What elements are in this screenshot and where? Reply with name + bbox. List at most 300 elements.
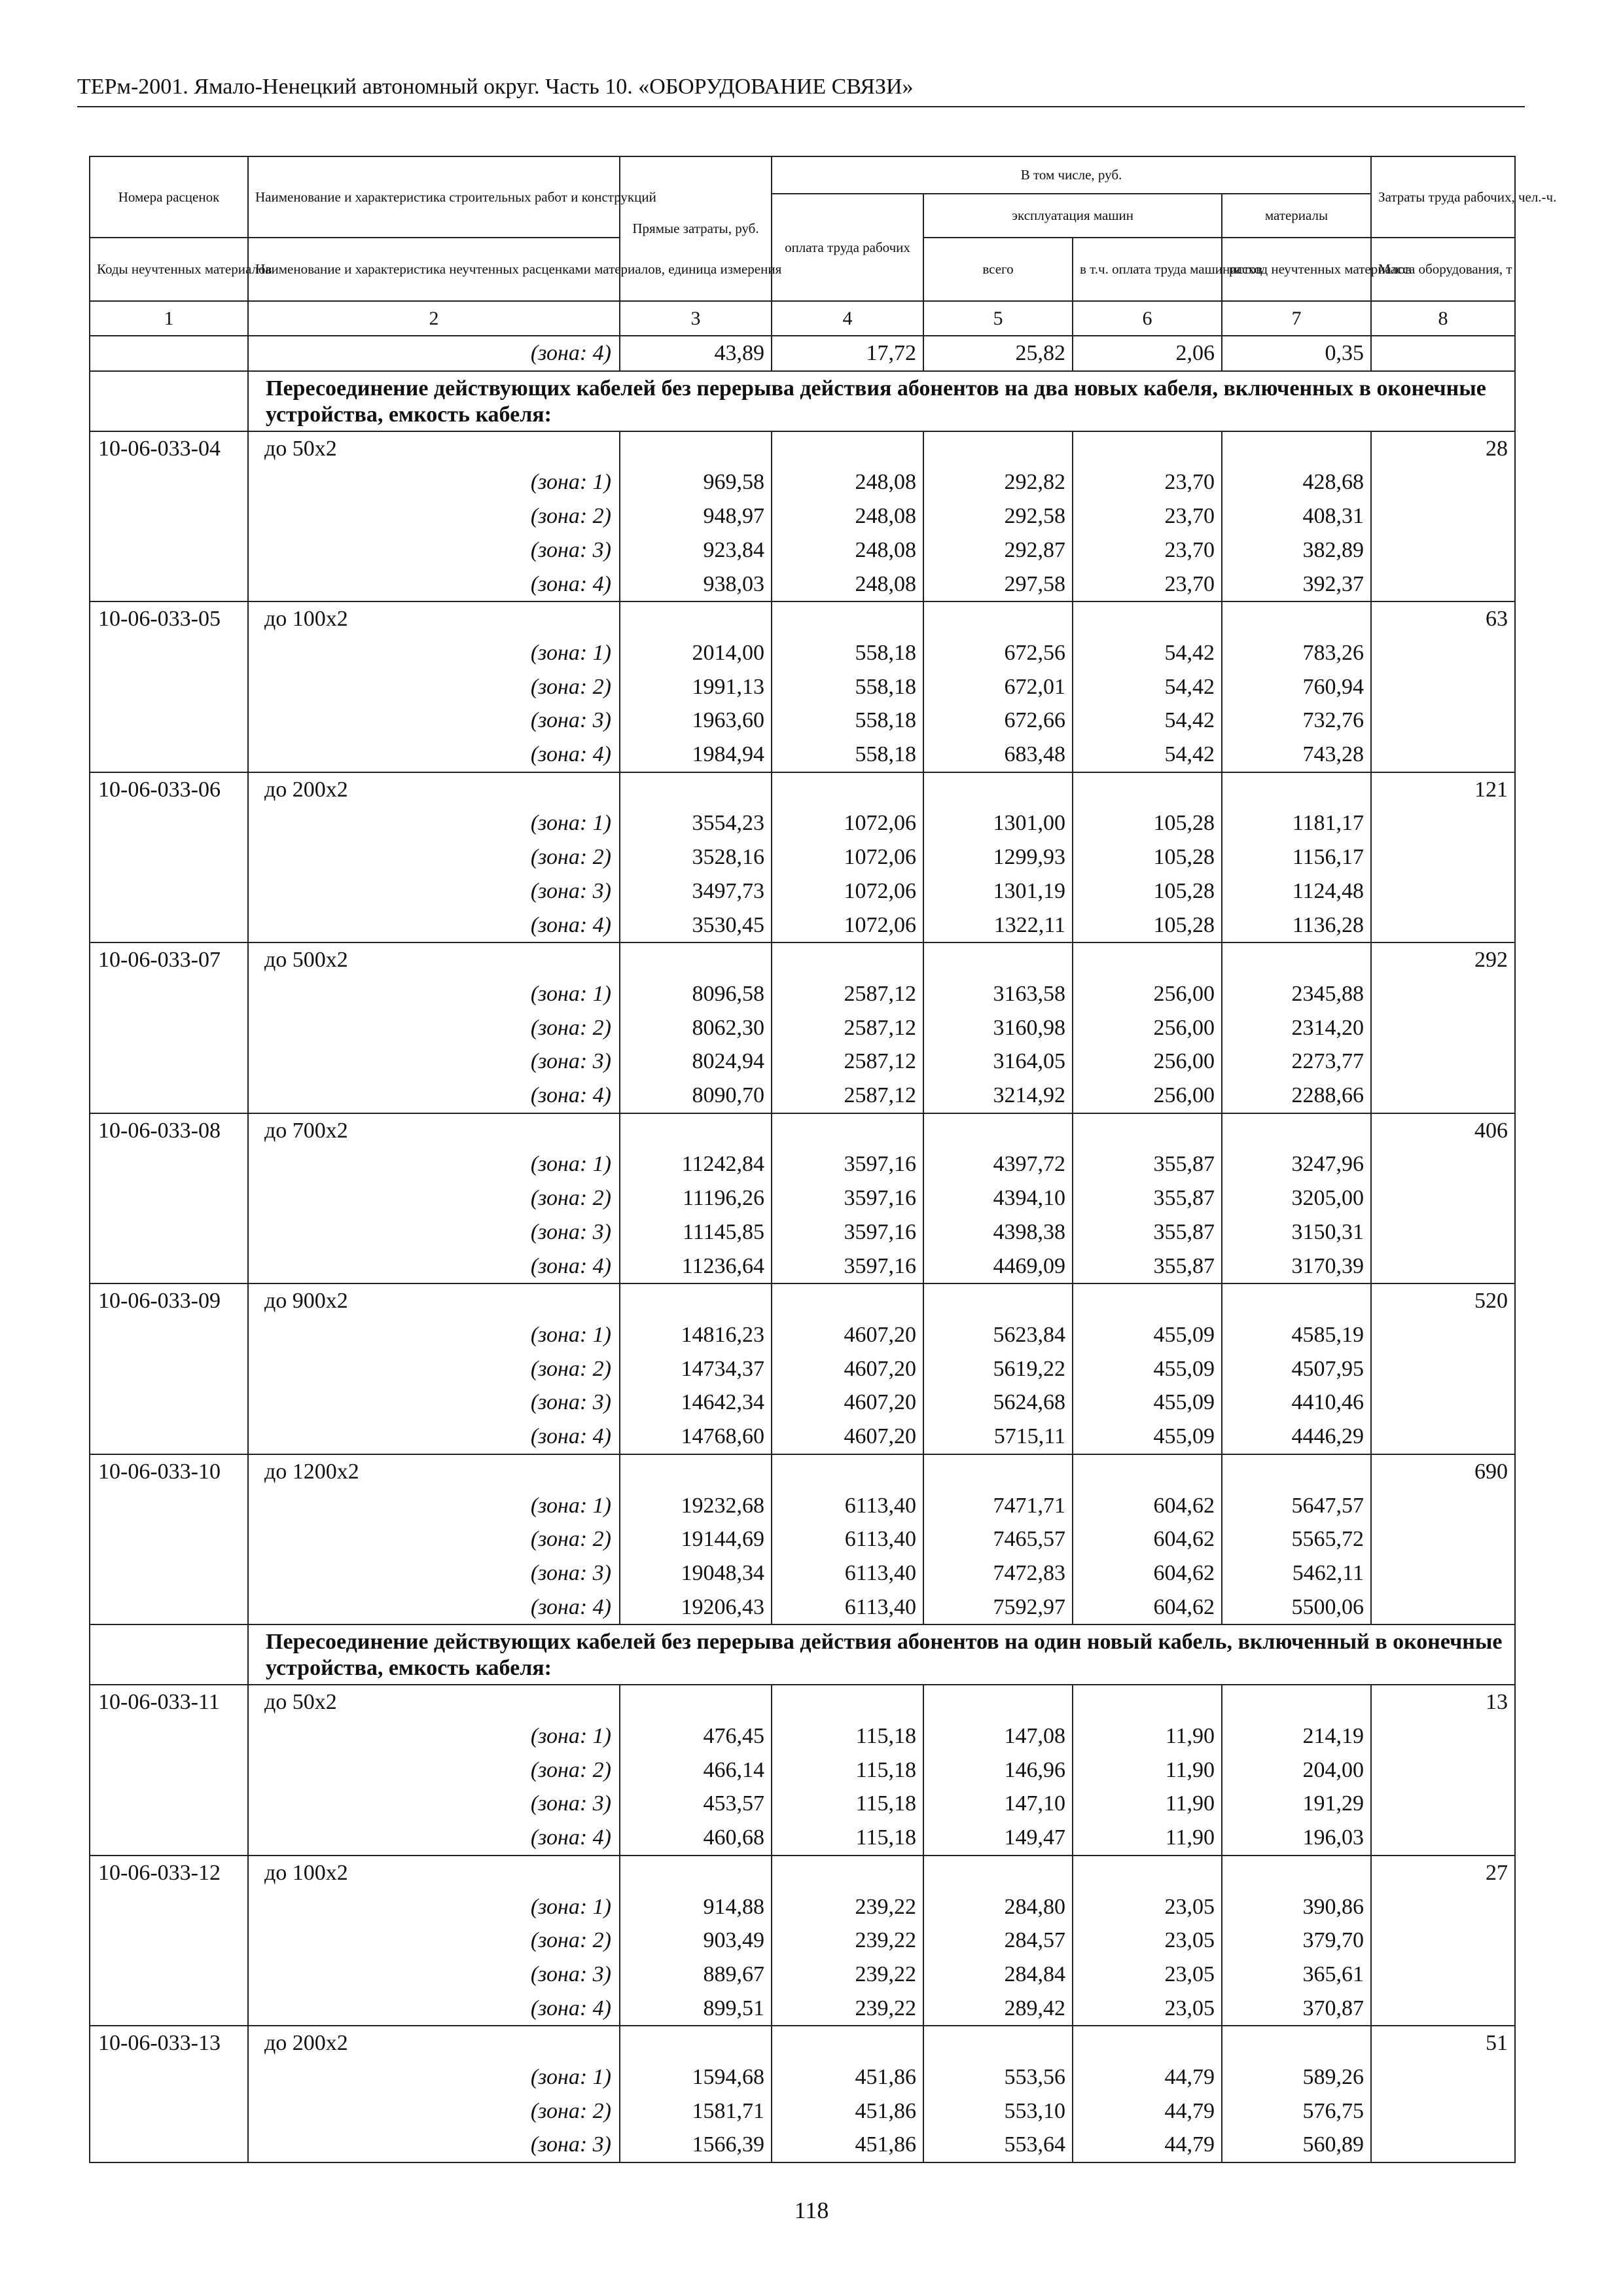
machines-total: 553,64 bbox=[923, 2128, 1073, 2162]
zone-row bbox=[90, 1215, 1515, 1249]
machines-labor: 11,90 bbox=[1073, 1753, 1222, 1787]
section-header-row bbox=[90, 371, 1515, 431]
col-mass-header: Масса оборудования, т bbox=[1371, 238, 1515, 301]
rate-code: 10-06-033-13 bbox=[90, 2026, 248, 2060]
labor-pay: 451,86 bbox=[772, 2128, 923, 2162]
machines-total: 4398,38 bbox=[923, 1215, 1073, 1249]
materials-cost: 0,35 bbox=[1222, 336, 1371, 371]
zone-label: (зона: 3) bbox=[248, 1556, 620, 1590]
zone-label: (зона: 1) bbox=[248, 977, 620, 1011]
zone-row bbox=[90, 1318, 1515, 1352]
zone-row bbox=[90, 465, 1515, 499]
col-number: 4 bbox=[772, 301, 923, 336]
rate-name: до 500х2 bbox=[248, 942, 620, 977]
materials-cost: 3247,96 bbox=[1222, 1147, 1371, 1181]
rate-name: до 100х2 bbox=[248, 1856, 620, 1890]
zone-label: (зона: 2) bbox=[248, 1352, 620, 1386]
labor-pay: 115,18 bbox=[772, 1821, 923, 1856]
rates-table bbox=[89, 156, 1557, 2163]
machines-labor: 455,09 bbox=[1073, 1386, 1222, 1420]
labor-hours: 63 bbox=[1371, 601, 1515, 636]
machines-total: 5624,68 bbox=[923, 1386, 1073, 1420]
machines-total: 146,96 bbox=[923, 1753, 1073, 1787]
zone-row bbox=[90, 1181, 1515, 1215]
zone-label: (зона: 1) bbox=[248, 1147, 620, 1181]
machines-total: 5619,22 bbox=[923, 1352, 1073, 1386]
direct-cost: 1963,60 bbox=[620, 704, 772, 738]
machines-labor: 23,05 bbox=[1073, 1992, 1222, 2026]
machines-total: 1301,19 bbox=[923, 874, 1073, 908]
direct-cost: 14642,34 bbox=[620, 1386, 772, 1420]
table-header bbox=[90, 156, 1557, 336]
direct-cost: 8096,58 bbox=[620, 977, 772, 1011]
labor-pay: 3597,16 bbox=[772, 1147, 923, 1181]
direct-cost: 19048,34 bbox=[620, 1556, 772, 1590]
direct-cost: 460,68 bbox=[620, 1821, 772, 1856]
materials-cost: 392,37 bbox=[1222, 567, 1371, 602]
col-incl-header: В том числе, руб. bbox=[772, 156, 1371, 194]
zone-label: (зона: 1) bbox=[248, 1719, 620, 1753]
machines-labor: 11,90 bbox=[1073, 1787, 1222, 1821]
direct-cost: 19206,43 bbox=[620, 1590, 772, 1625]
direct-cost: 8024,94 bbox=[620, 1045, 772, 1079]
materials-cost: 4446,29 bbox=[1222, 1420, 1371, 1454]
rate-name: до 100х2 bbox=[248, 601, 620, 636]
zone-label: (зона: 2) bbox=[248, 2094, 620, 2128]
zone-row bbox=[90, 1011, 1515, 1045]
labor-hours: 690 bbox=[1371, 1454, 1515, 1489]
materials-cost: 4410,46 bbox=[1222, 1386, 1371, 1420]
direct-cost: 3530,45 bbox=[620, 908, 772, 943]
labor-pay: 4607,20 bbox=[772, 1318, 923, 1352]
labor-pay: 3597,16 bbox=[772, 1181, 923, 1215]
labor-pay: 6113,40 bbox=[772, 1590, 923, 1625]
direct-cost: 11196,26 bbox=[620, 1181, 772, 1215]
labor-pay: 115,18 bbox=[772, 1787, 923, 1821]
labor-pay: 248,08 bbox=[772, 499, 923, 533]
section-title: Пересоединение действующих кабелей без перерыва действия абонентов на один новый кабель, включенный в оконечные устройства, емкость кабеля: bbox=[248, 1624, 1515, 1685]
machines-total: 7472,83 bbox=[923, 1556, 1073, 1590]
machines-total: 3163,58 bbox=[923, 977, 1073, 1011]
table-row bbox=[90, 1454, 1515, 1489]
labor-pay: 115,18 bbox=[772, 1719, 923, 1753]
col-number: 3 bbox=[620, 301, 772, 336]
zone-label: (зона: 4) bbox=[248, 908, 620, 943]
rate-code: 10-06-033-08 bbox=[90, 1113, 248, 1148]
machines-total: 147,08 bbox=[923, 1719, 1073, 1753]
machines-labor: 23,05 bbox=[1073, 1958, 1222, 1992]
col-materials-sub-header: расход неучтенных материалов bbox=[1222, 238, 1371, 301]
col-name-header: Наименование и характеристика строительных работ и конструкций bbox=[248, 156, 620, 238]
rate-code: 10-06-033-07 bbox=[90, 942, 248, 977]
direct-cost: 1984,94 bbox=[620, 738, 772, 772]
rate-name: до 200х2 bbox=[248, 772, 620, 807]
zone-label: (зона: 1) bbox=[248, 1318, 620, 1352]
zone-row bbox=[90, 1079, 1515, 1113]
direct-cost: 923,84 bbox=[620, 533, 772, 567]
table-row bbox=[90, 601, 1515, 636]
direct-cost: 11236,64 bbox=[620, 1249, 772, 1284]
zone-label: (зона: 4) bbox=[248, 1249, 620, 1284]
col-codes-header: Номера расценок bbox=[90, 156, 248, 238]
direct-cost: 466,14 bbox=[620, 1753, 772, 1787]
machines-labor: 355,87 bbox=[1073, 1215, 1222, 1249]
machines-labor: 604,62 bbox=[1073, 1590, 1222, 1625]
materials-cost: 5462,11 bbox=[1222, 1556, 1371, 1590]
col-number: 5 bbox=[923, 301, 1073, 336]
direct-cost: 8062,30 bbox=[620, 1011, 772, 1045]
direct-cost: 11145,85 bbox=[620, 1215, 772, 1249]
col-number: 7 bbox=[1222, 301, 1371, 336]
col-number: 2 bbox=[248, 301, 620, 336]
machines-labor: 44,79 bbox=[1073, 2128, 1222, 2162]
labor-pay: 239,22 bbox=[772, 1992, 923, 2026]
machines-total: 7592,97 bbox=[923, 1590, 1073, 1625]
direct-cost: 899,51 bbox=[620, 1992, 772, 2026]
machines-labor: 604,62 bbox=[1073, 1522, 1222, 1556]
col-materials-header: материалы bbox=[1222, 194, 1371, 238]
zone-row bbox=[90, 977, 1515, 1011]
rate-code: 10-06-033-04 bbox=[90, 431, 248, 466]
zone-row bbox=[90, 1489, 1515, 1523]
materials-cost: 3205,00 bbox=[1222, 1181, 1371, 1215]
materials-cost: 4585,19 bbox=[1222, 1318, 1371, 1352]
zone-row bbox=[90, 1147, 1515, 1181]
labor-pay: 6113,40 bbox=[772, 1556, 923, 1590]
labor-pay: 6113,40 bbox=[772, 1489, 923, 1523]
zone-label: (зона: 2) bbox=[248, 1181, 620, 1215]
labor-pay: 6113,40 bbox=[772, 1522, 923, 1556]
labor-pay: 558,18 bbox=[772, 636, 923, 670]
zone-label: (зона: 2) bbox=[248, 1924, 620, 1958]
zone-label: (зона: 4) bbox=[248, 336, 620, 371]
machines-total: 4394,10 bbox=[923, 1181, 1073, 1215]
direct-cost: 1594,68 bbox=[620, 2060, 772, 2094]
zone-label: (зона: 1) bbox=[248, 2060, 620, 2094]
labor-pay: 2587,12 bbox=[772, 977, 923, 1011]
zone-label: (зона: 4) bbox=[248, 1821, 620, 1856]
zone-row bbox=[90, 2094, 1515, 2128]
direct-cost: 8090,70 bbox=[620, 1079, 772, 1113]
machines-labor: 23,05 bbox=[1073, 1924, 1222, 1958]
zone-label: (зона: 2) bbox=[248, 1011, 620, 1045]
zone-row bbox=[90, 806, 1515, 840]
materials-cost: 2314,20 bbox=[1222, 1011, 1371, 1045]
labor-pay: 248,08 bbox=[772, 567, 923, 602]
machines-labor: 44,79 bbox=[1073, 2094, 1222, 2128]
materials-cost: 3150,31 bbox=[1222, 1215, 1371, 1249]
labor-pay: 2587,12 bbox=[772, 1011, 923, 1045]
labor-pay: 2587,12 bbox=[772, 1079, 923, 1113]
col-machines-total-header: всего bbox=[923, 238, 1073, 301]
rate-name: до 700х2 bbox=[248, 1113, 620, 1148]
machines-total: 1301,00 bbox=[923, 806, 1073, 840]
materials-cost: 1124,48 bbox=[1222, 874, 1371, 908]
zone-row bbox=[90, 1249, 1515, 1284]
zone-label: (зона: 4) bbox=[248, 1590, 620, 1625]
machines-total: 672,56 bbox=[923, 636, 1073, 670]
zone-row bbox=[90, 670, 1515, 704]
machines-labor: 355,87 bbox=[1073, 1147, 1222, 1181]
zone-row bbox=[90, 1890, 1515, 1924]
direct-cost: 914,88 bbox=[620, 1890, 772, 1924]
zone-label: (зона: 2) bbox=[248, 840, 620, 874]
machines-total: 3160,98 bbox=[923, 1011, 1073, 1045]
table-row bbox=[90, 772, 1515, 807]
table-row bbox=[90, 1856, 1515, 1890]
machines-total: 1322,11 bbox=[923, 908, 1073, 943]
zone-label: (зона: 3) bbox=[248, 1215, 620, 1249]
labor-pay: 451,86 bbox=[772, 2060, 923, 2094]
zone-label: (зона: 1) bbox=[248, 806, 620, 840]
labor-pay: 558,18 bbox=[772, 670, 923, 704]
machines-labor: 54,42 bbox=[1073, 636, 1222, 670]
materials-cost: 191,29 bbox=[1222, 1787, 1371, 1821]
zone-label: (зона: 4) bbox=[248, 738, 620, 772]
machines-labor: 604,62 bbox=[1073, 1556, 1222, 1590]
machines-labor: 256,00 bbox=[1073, 1045, 1222, 1079]
direct-cost: 969,58 bbox=[620, 465, 772, 499]
col-codes-sub-header: Коды неучтенных материалов bbox=[90, 238, 248, 301]
zone-label: (зона: 3) bbox=[248, 1045, 620, 1079]
labor-hours: 406 bbox=[1371, 1113, 1515, 1148]
materials-cost: 365,61 bbox=[1222, 1958, 1371, 1992]
zone-row bbox=[90, 1590, 1515, 1625]
labor-pay: 558,18 bbox=[772, 704, 923, 738]
labor-pay: 451,86 bbox=[772, 2094, 923, 2128]
zone-label: (зона: 2) bbox=[248, 1522, 620, 1556]
zone-row bbox=[90, 2128, 1515, 2162]
labor-pay: 4607,20 bbox=[772, 1386, 923, 1420]
table-row bbox=[90, 1113, 1515, 1148]
machines-total: 284,84 bbox=[923, 1958, 1073, 1992]
machines-total: 4469,09 bbox=[923, 1249, 1073, 1284]
direct-cost: 453,57 bbox=[620, 1787, 772, 1821]
materials-cost: 382,89 bbox=[1222, 533, 1371, 567]
machines-total: 292,82 bbox=[923, 465, 1073, 499]
zone-row bbox=[90, 499, 1515, 533]
machines-total: 25,82 bbox=[923, 336, 1073, 371]
zone-label: (зона: 1) bbox=[248, 636, 620, 670]
direct-cost: 19144,69 bbox=[620, 1522, 772, 1556]
rate-code: 10-06-033-12 bbox=[90, 1856, 248, 1890]
zone-row bbox=[90, 1719, 1515, 1753]
labor-hours: 28 bbox=[1371, 431, 1515, 466]
machines-total: 5623,84 bbox=[923, 1318, 1073, 1352]
machines-labor: 23,05 bbox=[1073, 1890, 1222, 1924]
labor-pay: 4607,20 bbox=[772, 1352, 923, 1386]
zone-row bbox=[90, 1522, 1515, 1556]
col-name-sub-header: Наименование и характеристика неучтенных расценками материалов, единица измерения bbox=[248, 238, 620, 301]
labor-pay: 1072,06 bbox=[772, 874, 923, 908]
materials-cost: 732,76 bbox=[1222, 704, 1371, 738]
machines-total: 553,10 bbox=[923, 2094, 1073, 2128]
direct-cost: 43,89 bbox=[620, 336, 772, 371]
machines-labor: 604,62 bbox=[1073, 1489, 1222, 1523]
section-header-row bbox=[90, 1624, 1515, 1685]
machines-labor: 44,79 bbox=[1073, 2060, 1222, 2094]
materials-cost: 743,28 bbox=[1222, 738, 1371, 772]
table-row bbox=[90, 2026, 1515, 2060]
materials-cost: 1181,17 bbox=[1222, 806, 1371, 840]
zone-row bbox=[90, 636, 1515, 670]
zone-label: (зона: 3) bbox=[248, 1787, 620, 1821]
zone-row bbox=[90, 738, 1515, 772]
rate-code: 10-06-033-11 bbox=[90, 1685, 248, 1719]
materials-cost: 2345,88 bbox=[1222, 977, 1371, 1011]
machines-total: 284,80 bbox=[923, 1890, 1073, 1924]
machines-labor: 455,09 bbox=[1073, 1318, 1222, 1352]
materials-cost: 4507,95 bbox=[1222, 1352, 1371, 1386]
col-direct-header: Прямые затраты, руб. bbox=[620, 156, 772, 301]
labor-pay: 558,18 bbox=[772, 738, 923, 772]
zone-row bbox=[90, 567, 1515, 602]
zone-label: (зона: 1) bbox=[248, 465, 620, 499]
materials-cost: 214,19 bbox=[1222, 1719, 1371, 1753]
machines-total: 7465,57 bbox=[923, 1522, 1073, 1556]
zone-label: (зона: 2) bbox=[248, 499, 620, 533]
rate-name: до 900х2 bbox=[248, 1283, 620, 1318]
labor-pay: 1072,06 bbox=[772, 840, 923, 874]
direct-cost: 938,03 bbox=[620, 567, 772, 602]
labor-hours: 121 bbox=[1371, 772, 1515, 807]
materials-cost: 560,89 bbox=[1222, 2128, 1371, 2162]
machines-total: 1299,93 bbox=[923, 840, 1073, 874]
zone-row bbox=[90, 908, 1515, 943]
direct-cost: 3528,16 bbox=[620, 840, 772, 874]
zone-row bbox=[90, 1821, 1515, 1856]
direct-cost: 1991,13 bbox=[620, 670, 772, 704]
materials-cost: 589,26 bbox=[1222, 2060, 1371, 2094]
machines-total: 297,58 bbox=[923, 567, 1073, 602]
zone-label: (зона: 4) bbox=[248, 1420, 620, 1454]
materials-cost: 408,31 bbox=[1222, 499, 1371, 533]
table-row bbox=[90, 1283, 1515, 1318]
table-row bbox=[90, 1685, 1515, 1719]
materials-cost: 5500,06 bbox=[1222, 1590, 1371, 1625]
labor-pay: 1072,06 bbox=[772, 806, 923, 840]
table-row bbox=[90, 942, 1515, 977]
zone-label: (зона: 2) bbox=[248, 1753, 620, 1787]
direct-cost: 14768,60 bbox=[620, 1420, 772, 1454]
machines-total: 284,57 bbox=[923, 1924, 1073, 1958]
direct-cost: 1581,71 bbox=[620, 2094, 772, 2128]
materials-cost: 576,75 bbox=[1222, 2094, 1371, 2128]
zone-label: (зона: 3) bbox=[248, 874, 620, 908]
labor-pay: 4607,20 bbox=[772, 1420, 923, 1454]
machines-labor: 256,00 bbox=[1073, 1011, 1222, 1045]
page-number: 118 bbox=[794, 2197, 829, 2223]
machines-total: 672,66 bbox=[923, 704, 1073, 738]
materials-cost: 390,86 bbox=[1222, 1890, 1371, 1924]
zone-label: (зона: 3) bbox=[248, 1386, 620, 1420]
direct-cost: 3554,23 bbox=[620, 806, 772, 840]
machines-labor: 54,42 bbox=[1073, 704, 1222, 738]
labor-pay: 1072,06 bbox=[772, 908, 923, 943]
zone-row bbox=[90, 1924, 1515, 1958]
direct-cost: 19232,68 bbox=[620, 1489, 772, 1523]
machines-total: 3164,05 bbox=[923, 1045, 1073, 1079]
zone-row bbox=[90, 1958, 1515, 1992]
zone-row bbox=[90, 1787, 1515, 1821]
labor-pay: 17,72 bbox=[772, 336, 923, 371]
machines-total: 149,47 bbox=[923, 1821, 1073, 1856]
machines-labor: 2,06 bbox=[1073, 336, 1222, 371]
col-machines-labor-header: в т.ч. оплата труда машинистов bbox=[1073, 238, 1222, 301]
materials-cost: 783,26 bbox=[1222, 636, 1371, 670]
rate-name: до 50х2 bbox=[248, 431, 620, 466]
direct-cost: 3497,73 bbox=[620, 874, 772, 908]
zone-label: (зона: 3) bbox=[248, 1958, 620, 1992]
machines-labor: 355,87 bbox=[1073, 1181, 1222, 1215]
rate-code: 10-06-033-05 bbox=[90, 601, 248, 636]
direct-cost: 948,97 bbox=[620, 499, 772, 533]
zone-row bbox=[90, 1753, 1515, 1787]
table-body bbox=[90, 336, 1515, 2162]
labor-pay: 239,22 bbox=[772, 1958, 923, 1992]
zone-row bbox=[90, 704, 1515, 738]
machines-labor: 11,90 bbox=[1073, 1821, 1222, 1856]
direct-cost: 11242,84 bbox=[620, 1147, 772, 1181]
labor-hours: 51 bbox=[1371, 2026, 1515, 2060]
zone-row bbox=[90, 1556, 1515, 1590]
labor-pay: 3597,16 bbox=[772, 1215, 923, 1249]
carry-row bbox=[90, 336, 1515, 371]
machines-total: 3214,92 bbox=[923, 1079, 1073, 1113]
zone-label: (зона: 4) bbox=[248, 567, 620, 602]
zone-row bbox=[90, 874, 1515, 908]
machines-total: 7471,71 bbox=[923, 1489, 1073, 1523]
direct-cost: 2014,00 bbox=[620, 636, 772, 670]
zone-label: (зона: 3) bbox=[248, 704, 620, 738]
col-machines-header: эксплуатация машин bbox=[923, 194, 1222, 238]
materials-cost: 3170,39 bbox=[1222, 1249, 1371, 1284]
machines-total: 553,56 bbox=[923, 2060, 1073, 2094]
zone-label: (зона: 3) bbox=[248, 2128, 620, 2162]
rate-code: 10-06-033-09 bbox=[90, 1283, 248, 1318]
labor-hours: 13 bbox=[1371, 1685, 1515, 1719]
direct-cost: 14816,23 bbox=[620, 1318, 772, 1352]
labor-hours: 27 bbox=[1371, 1856, 1515, 1890]
materials-cost: 196,03 bbox=[1222, 1821, 1371, 1856]
machines-labor: 54,42 bbox=[1073, 738, 1222, 772]
materials-cost: 5647,57 bbox=[1222, 1489, 1371, 1523]
machines-total: 672,01 bbox=[923, 670, 1073, 704]
materials-cost: 370,87 bbox=[1222, 1992, 1371, 2026]
zone-row bbox=[90, 1420, 1515, 1454]
col-number: 8 bbox=[1371, 301, 1515, 336]
direct-cost: 14734,37 bbox=[620, 1352, 772, 1386]
machines-total: 292,87 bbox=[923, 533, 1073, 567]
rate-name: до 200х2 bbox=[248, 2026, 620, 2060]
labor-pay: 239,22 bbox=[772, 1890, 923, 1924]
labor-pay: 2587,12 bbox=[772, 1045, 923, 1079]
direct-cost: 889,67 bbox=[620, 1958, 772, 1992]
machines-total: 5715,11 bbox=[923, 1420, 1073, 1454]
zone-label: (зона: 4) bbox=[248, 1992, 620, 2026]
direct-cost: 476,45 bbox=[620, 1719, 772, 1753]
col-number: 6 bbox=[1073, 301, 1222, 336]
zone-row bbox=[90, 2060, 1515, 2094]
rate-name: до 1200х2 bbox=[248, 1454, 620, 1489]
machines-total: 289,42 bbox=[923, 1992, 1073, 2026]
labor-pay: 3597,16 bbox=[772, 1249, 923, 1284]
materials-cost: 204,00 bbox=[1222, 1753, 1371, 1787]
section-title: Пересоединение действующих кабелей без перерыва действия абонентов на два новых кабеля, включенных в оконечные устройства, емкость кабеля: bbox=[248, 371, 1515, 431]
machines-labor: 105,28 bbox=[1073, 908, 1222, 943]
page-header: ТЕРм-2001. Ямало-Ненецкий автономный округ. Часть 10. «ОБОРУДОВАНИЕ СВЯЗИ» bbox=[77, 71, 1525, 107]
materials-cost: 1156,17 bbox=[1222, 840, 1371, 874]
